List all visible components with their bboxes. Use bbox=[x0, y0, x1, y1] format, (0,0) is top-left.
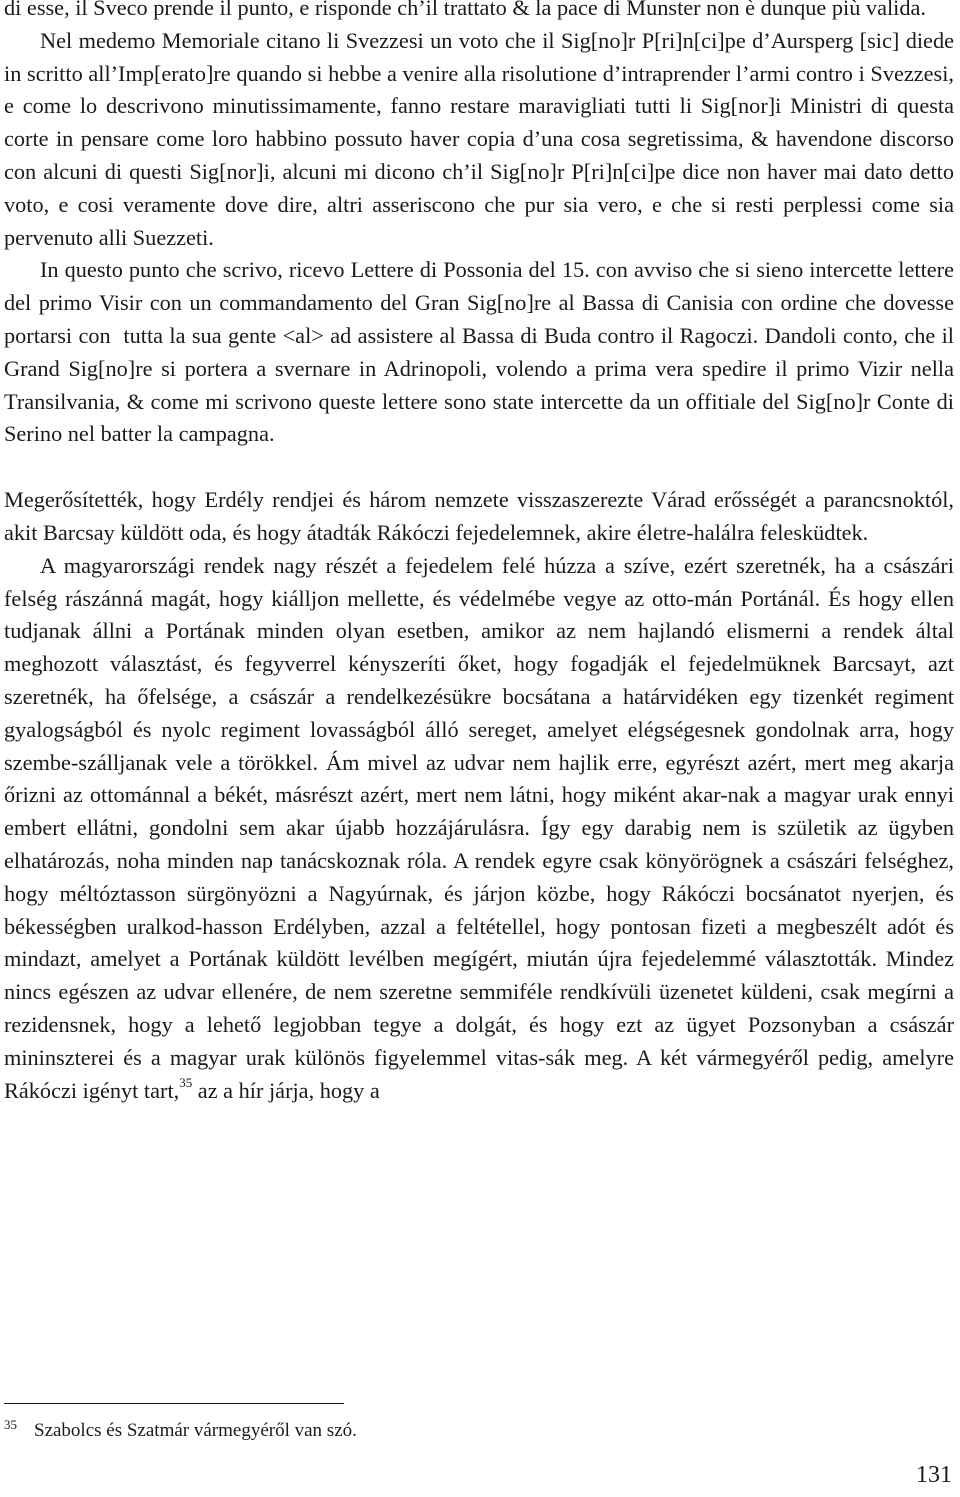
page-number: 131 bbox=[916, 1462, 952, 1488]
page-body bbox=[4, 0, 954, 1107]
footnote: 35 Szabolcs és Szatmár vármegyéről van szó. bbox=[4, 1416, 357, 1441]
footnote-reference[interactable]: 35 bbox=[179, 1075, 193, 1091]
hungarian-paragraph-rendek-tail: az a hír járja, hogy a bbox=[192, 1077, 380, 1103]
latin-paragraph-possonia: In questo punto che scrivo, ricevo Lettere di Possonia del 15. con avviso che si sieno intercette lettere del primo Visir con un commandamento del Gran Sig[no]re al Bassa di Canisia con ordine che dovesse portarsi con tutta la sua gente <al> ad assistere al Bassa di Buda contro il Ragoczi. Dandoli conto, che il Grand Sig[no]re si portera a svernare in Adrinopoli, volendo a prima vera spedire il primo Vizir nella Transilvania, & come mi scrivono queste lettere sono state intercette da un offitiale del Sig[no]r Conte di Serino nel batter la campagna. bbox=[4, 257, 954, 447]
latin-paragraph-memoriale: Nel medemo Memoriale citano li Svezzesi un voto che il Sig[no]r P[ri]n[ci]pe d’Aursperg [sic] diede in scritto all’Imp[erato]re quando si hebbe a venire alla risolutione d’intraprender l’armi contro i Svezzesi, e come lo descrivono minutissimamente, fanno restare maravigliati tutti li Sig[nor]i Ministri di questa corte in pensare come loro habbino possuto haver copia d’una cosa segretissima, & havendone discorso con alcuni di questi Sig[nor]i, alcuni mi dicono ch’il Sig[no]r P[ri]n[ci]pe dice non haver mai dato detto voto, e cosi veramente dove dire, altri asseriscono che pur sia vero, e che si resti perplessi come sia pervenuto alli Suezzeti. bbox=[4, 27, 954, 250]
hungarian-paragraph-rendek-text: A magyarországi rendek nagy részét a fejedelem felé húzza a szíve, ezért szeretnék, ha a császári felség rászánná magát, hogy kiálljon mellette, és védelmébe vegye az otto-mán Portánál. És hogy ellen tudjanak állni a Portának minden olyan esetben, amikor az nem hajlandó elismerni a rendek által meghozott választást, és fegyverrel kényszeríti őket, hogy fogadják el fejedelmüknek Barcsayt, azt szeretnék, ha őfelsége, a császár a rendelkezésükre bocsátana a határvidéken egy tizenkét regiment gyalogságból és nyolc regiment lovasságból álló sereget, amelyet elégségesnek gondolnak arra, hogy szembe-szálljanak vele a törökkel. Ám mivel az udvar nem hajlik erre, egyrészt azért, mert meg akarja őrizni az ottománnal a békét, másrészt azért, mert nem látni, hogy miként akar-nak a magyar urak ennyi embert ellátni, gondolni sem akar újabb hozzájárulásra. Így egy darabig nem is születik az ügyben elhatározás, noha minden nap tanácskoznak róla. A rendek egyre csak könyörögnek a császári felséghez, hogy méltóztasson sürgönyözni a Nagyúrnak, és járjon közbe, hogy Rákóczi bocsánatot nyerjen, és békességben uralkod-hasson Erdélyben, azzal a feltétellel, hogy pontosan fizeti a megbeszélt adót és mindazt, amelyet a Portának küldött levélben megígért, miután újra fejedelemmé választották. Mindez nincs egészen az udvar ellenére, de nem szeretne semmiféle rendkívüli üzenetet küldeni, csak megírni a rezidensnek, hogy a lehető legjobban tegye a dolgát, és hogy ezt az ügyet Pozsonyban a császár mininszterei és a magyar urak különös figyelemmel vitas-sák meg. A két vármegyéről pedig, amelyre Rákóczi igényt tart, bbox=[4, 552, 954, 1103]
latin-paragraph-continuation: di esse, il Sveco prende il punto, e risponde ch’il trattato & la pace di Munster non è dunque più valida. bbox=[4, 0, 926, 20]
section-break bbox=[4, 451, 954, 484]
hungarian-paragraph-rendek bbox=[4, 550, 954, 1108]
hungarian-paragraph-varad: Megerősítették, hogy Erdély rendjei és három nemzete visszaszerezte Várad erősségét a parancsnoktól, akit Barcsay küldött oda, és hogy átadták Rákóczi fejedelemnek, akire életre-halálra felesküdtek. bbox=[4, 487, 954, 545]
footnote-text: Szabolcs és Szatmár vármegyéről van szó. bbox=[34, 1420, 357, 1441]
footnote-divider bbox=[4, 1403, 344, 1404]
